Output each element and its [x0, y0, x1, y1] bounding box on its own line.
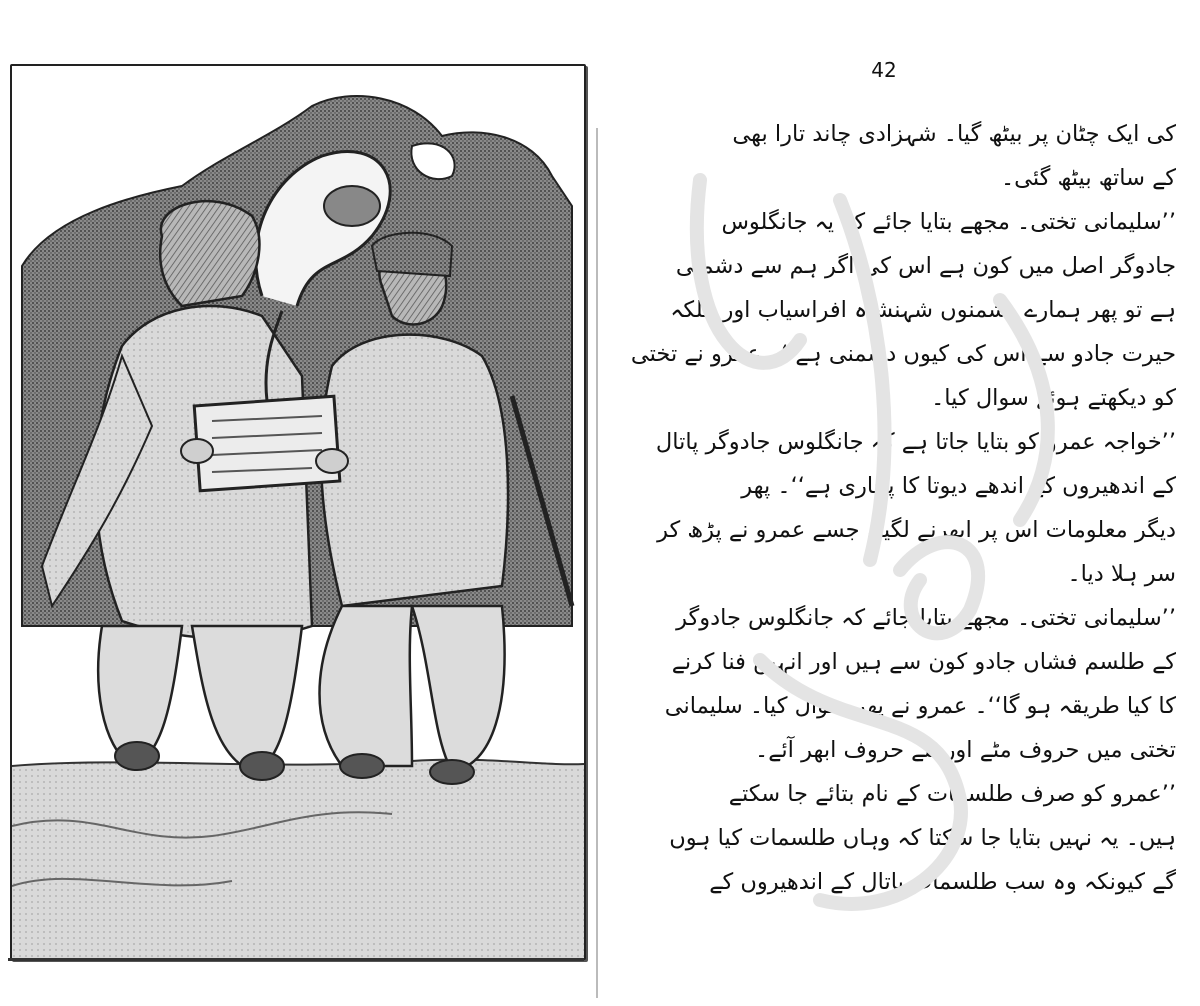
text-line: کے ساتھ بیٹھ گئی۔	[1000, 165, 1176, 191]
text-line: حیرت جادو سے اس کی کیوں دشمنی ہے‘‘۔ عمرو نے تختی	[630, 341, 1176, 367]
text-line: ہیں۔ یہ نہیں بتایا جا سکتا کہ وہاں طلسمات کیا ہوں	[669, 825, 1176, 851]
text-line: کو دیکھتے ہوئے سوال کیا۔	[931, 385, 1176, 411]
text-line: کی ایک چٹان پر بیٹھ گیا۔ شہزادی چاند تارا بھی	[732, 121, 1176, 147]
text-line: تختی میں حروف مٹے اور نئے حروف ابھر آئے۔	[755, 737, 1176, 763]
text-line: دیگر معلومات اس پر ابھرنے لگیں جسے عمرو نے پڑھ کر	[657, 517, 1176, 543]
page-number: 42	[871, 58, 897, 82]
text-line: ’’سلیمانی تختی۔ مجھے بتایا جائے کہ جانگلوس جادوگر	[676, 605, 1176, 631]
text-line: گے کیونکہ وہ سب طلسمات پاتال کے اندھیروں کے	[709, 869, 1176, 895]
text-line: ’’عمرو کو صرف طلسمات کے نام بتائے جا سکتے	[728, 781, 1176, 807]
illustration	[10, 64, 586, 960]
urdu-text-column	[630, 112, 1176, 904]
text-line: جادوگر اصل میں کون ہے اس کی اگر ہم سے دشمنی	[675, 253, 1176, 279]
illustration-drawing	[12, 66, 584, 958]
text-line: کا کیا طریقہ ہو گا‘‘۔ عمرو نے پھر سوال کیا۔ سلیمانی	[664, 693, 1176, 719]
text-line: ہے تو پھر ہمارے دشمنوں شہنشاہ افراسیاب اور ملکہ	[670, 297, 1176, 323]
text-line: ’’خواجہ عمرو کو بتایا جاتا ہے کہ جانگلوس جادوگر پاتال	[655, 429, 1176, 455]
illustration-bottom-rule	[8, 958, 584, 961]
text-line: کے طلسم فشاں جادو کون سے ہیں اور انہیں فنا کرنے	[671, 649, 1176, 675]
text-line: سر ہلا دیا۔	[1067, 561, 1176, 587]
text-line: کے اندھیروں کے اندھے دیوتا کا پجاری ہے‘‘۔ پھر	[741, 473, 1176, 499]
text-line: ’’سلیمانی تختی۔ مجھے بتایا جائے کہ یہ جانگلوس	[721, 209, 1176, 235]
page-edge	[596, 128, 598, 998]
